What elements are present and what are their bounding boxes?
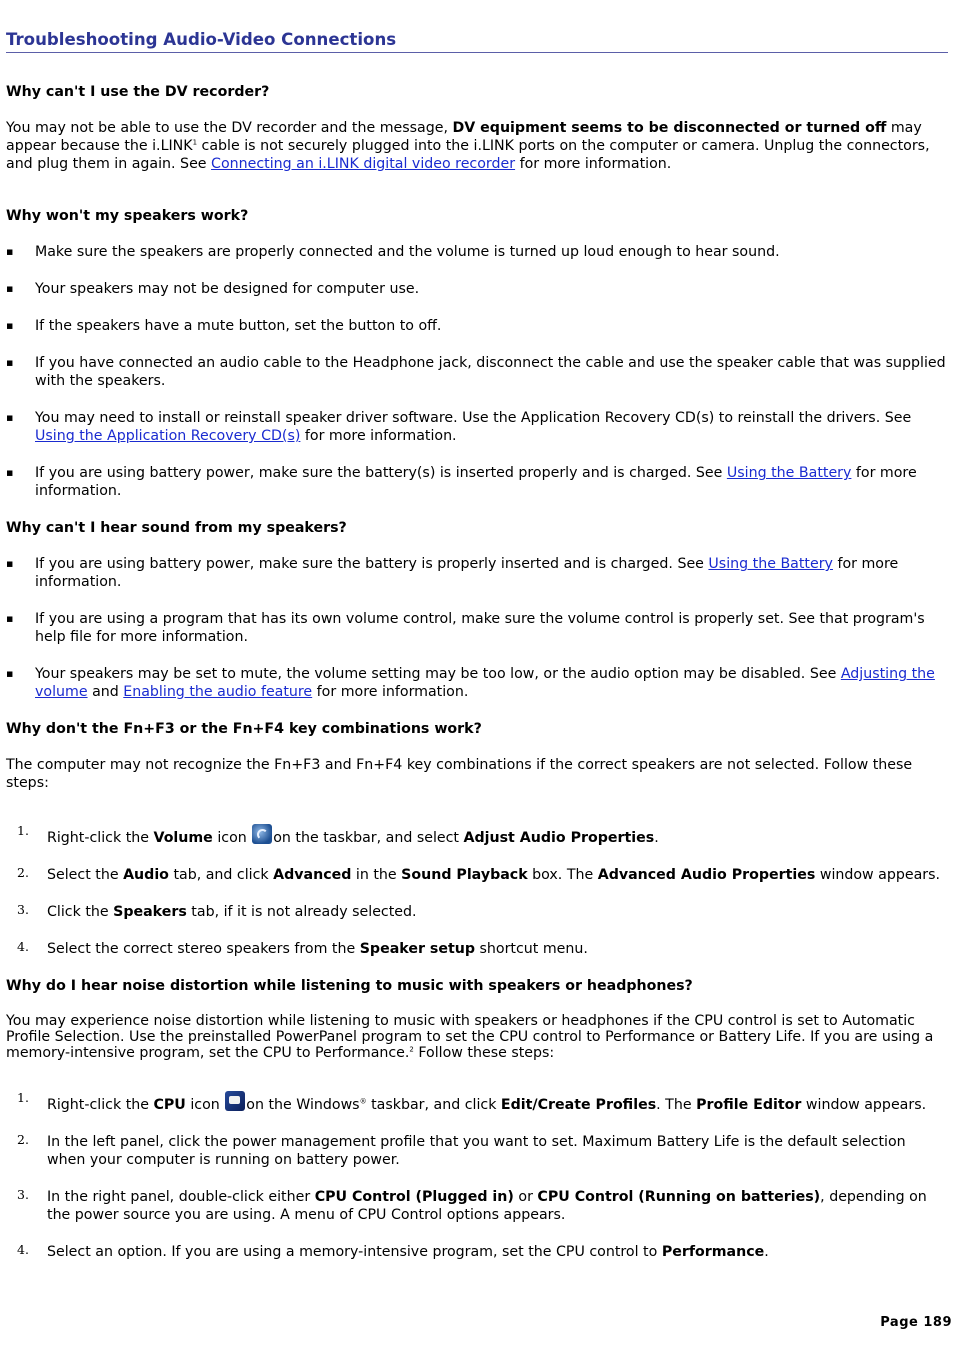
footnote-ref[interactable]: 2 bbox=[409, 1045, 414, 1054]
list-item: ▪ Make sure the speakers are properly connected and the volume is turned up loud enough to hear sound. bbox=[6, 244, 780, 260]
list-item: ▪ If the speakers have a mute button, set the button to off. bbox=[6, 318, 442, 334]
page-title: Troubleshooting Audio-Video Connections bbox=[6, 29, 948, 53]
list-item: ▪ If you are using a program that has its own volume control, make sure the volume control is properly set. See that program's help file for more information. bbox=[6, 611, 925, 645]
link-connecting-ilink[interactable]: Connecting an i.LINK digital video recorder bbox=[211, 156, 516, 172]
list-item: 3. Click the Speakers tab, if it is not already selected. bbox=[17, 902, 417, 920]
list-item: ▪ If you are using battery power, make sure the battery(s) is inserted properly and is charged. See Using the Battery for more information. bbox=[6, 465, 917, 499]
link-using-battery[interactable]: Using the Battery bbox=[726, 465, 852, 481]
fn-keys-steps bbox=[6, 824, 948, 958]
hear-sound-list bbox=[6, 555, 948, 701]
list-item: ▪ Your speakers may not be designed for computer use. bbox=[6, 281, 420, 297]
document-page bbox=[6, 29, 948, 1280]
paragraph-noise-distortion: You may experience noise distortion while listening to music with speakers or headphones if the CPU control is set to Automatic Profile Selection. Use the preinstalled PowerPanel program to set the CPU control to Performance or Battery Life. If you are using a memory-intensive program, set the CPU to Performance.$^2$ Follow these steps: bbox=[6, 1013, 934, 1061]
list-item: ▪ You may need to install or reinstall speaker driver software. Use the Application Recovery CD(s) to reinstall the drivers. See Using the Application Recovery CD(s) for more information. bbox=[6, 410, 912, 444]
speakers-work-list bbox=[6, 243, 948, 500]
list-item: 2. Select the Audio tab, and click Advanced in the Sound Playback box. The Advanced Audio Properties window appears. bbox=[17, 865, 941, 883]
list-item: 3. In the right panel, double-click either CPU Control (Plugged in) or CPU Control (Running on batteries), depending on the power source you are using. A menu of CPU Control options appears. bbox=[17, 1187, 927, 1223]
heading-fn-keys: Why don't the Fn+F3 or the Fn+F4 key combinations work? bbox=[6, 721, 482, 737]
list-item: ▪ If you have connected an audio cable to the Headphone jack, disconnect the cable and use the speaker cable that was supplied with the speakers. bbox=[6, 355, 946, 389]
page-number: Page 189 bbox=[880, 1315, 952, 1330]
list-item: 1. Right-click the Volume icon on the taskbar, and select Adjust Audio Properties. bbox=[17, 823, 659, 846]
heading-hear-sound: Why can't I hear sound from my speakers? bbox=[6, 520, 347, 536]
list-item: 4. Select the correct stereo speakers from the Speaker setup shortcut menu. bbox=[17, 939, 588, 957]
list-item: 4. Select an option. If you are using a memory-intensive program, set the CPU control to Performance. bbox=[17, 1242, 769, 1260]
link-adjusting-volume[interactable]: Adjusting the volume bbox=[35, 666, 935, 700]
list-item: ▪ If you are using battery power, make sure the battery is properly inserted and is charged. See Using the Battery for more information. bbox=[6, 556, 899, 590]
link-enabling-audio[interactable]: Enabling the audio feature bbox=[123, 684, 313, 700]
heading-dv-recorder: Why can't I use the DV recorder? bbox=[6, 84, 270, 100]
footnote-ref[interactable]: 1 bbox=[192, 138, 198, 147]
list-item: ▪ Your speakers may be set to mute, the volume setting may be too low, or the audio option may be disabled. See Adjusting the volume and Enabling the audio feature for more information. bbox=[6, 666, 935, 700]
noise-distortion-steps bbox=[6, 1091, 948, 1261]
link-using-battery[interactable]: Using the Battery bbox=[708, 556, 833, 572]
heading-noise-distortion: Why do I hear noise distortion while listening to music with speakers or headphones? bbox=[6, 978, 693, 994]
link-application-recovery[interactable]: Using the Application Recovery CD(s) bbox=[35, 428, 301, 444]
cpu-icon bbox=[225, 1091, 245, 1111]
heading-speakers-work: Why won't my speakers work? bbox=[6, 208, 249, 224]
paragraph-dv-recorder: You may not be able to use the DV recorder and the message, DV equipment seems to be disconnected or turned off may appear because the i.LINK$^1$ cable is not securely plugged into the i.LINK ports on the computer or camera. Unplug the connectors, and plug them in again. See Connecting an i.LINK digital video recorder for more information. bbox=[6, 120, 930, 172]
list-item: 2. In the left panel, click the power management profile that you want to set. Maximum Battery Life is the default selection when your computer is running on battery power. bbox=[17, 1132, 906, 1168]
volume-icon bbox=[252, 824, 272, 844]
list-item: 1. Right-click the CPU icon on the Windows® taskbar, and click Edit/Create Profiles. The Profile Editor window appears. bbox=[17, 1090, 927, 1113]
paragraph-fn-keys: The computer may not recognize the Fn+F3 and Fn+F4 key combinations if the correct speakers are not selected. Follow these steps: bbox=[6, 757, 913, 791]
